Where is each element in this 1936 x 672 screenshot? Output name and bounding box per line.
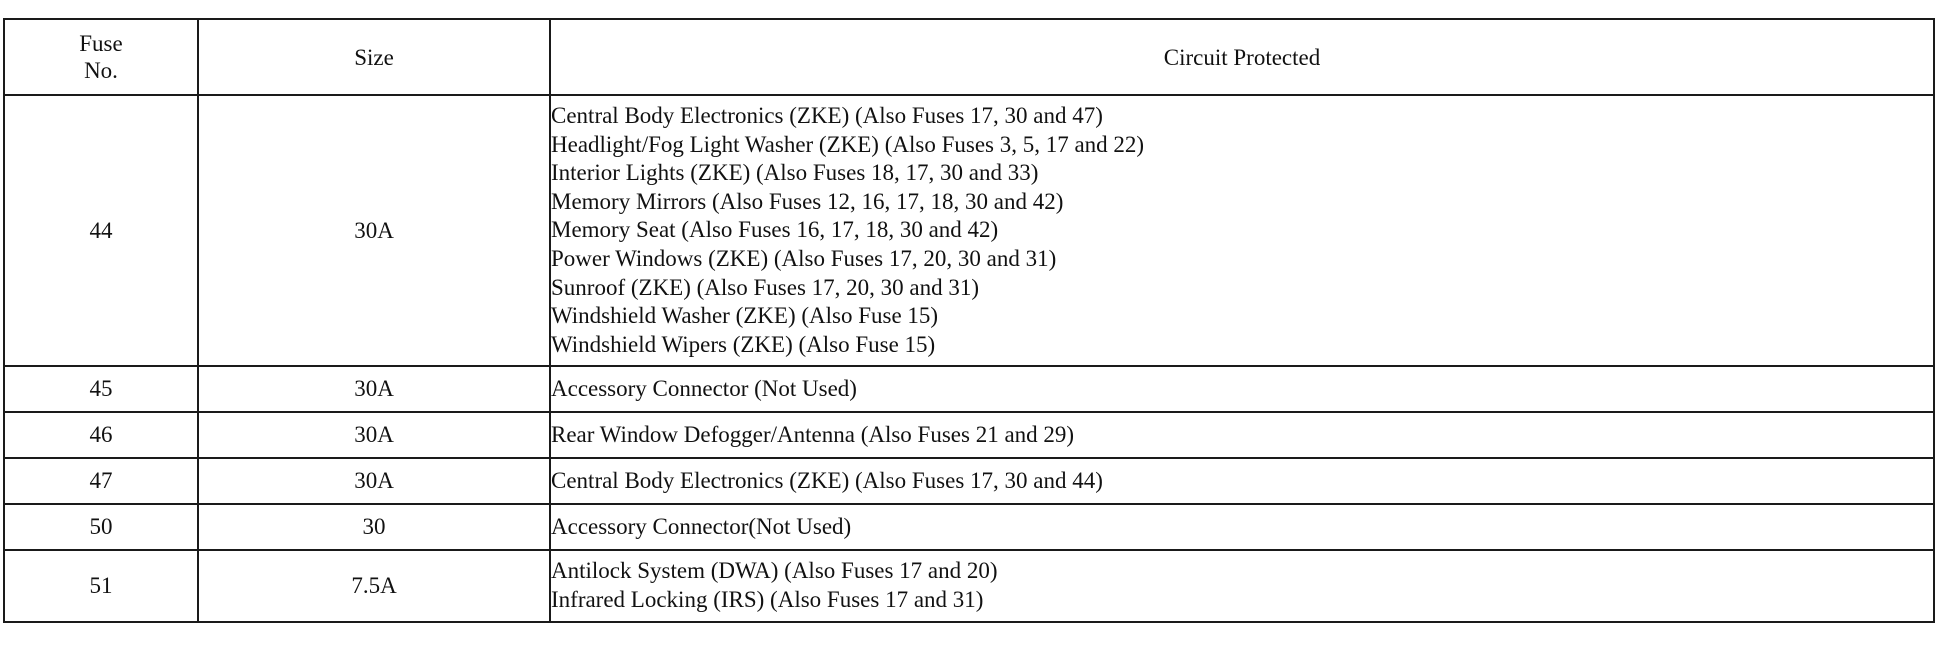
circuit-cell bbox=[550, 458, 1934, 504]
fuse-number: 50 bbox=[4, 504, 198, 550]
fuse-table bbox=[3, 18, 1935, 623]
fuse-size: 30A bbox=[198, 458, 550, 504]
circuit-cell bbox=[550, 550, 1934, 621]
circuit-line: Antilock System (DWA) (Also Fuses 17 and 20) bbox=[551, 558, 998, 584]
table-row bbox=[4, 95, 1934, 366]
circuit-line: Accessory Connector (Not Used) bbox=[551, 376, 857, 402]
circuit-line: Sunroof (ZKE) (Also Fuses 17, 20, 30 and 31) bbox=[551, 274, 980, 300]
table-row bbox=[4, 504, 1934, 550]
circuit-line: Rear Window Defogger/Antenna (Also Fuses 21 and 29) bbox=[551, 422, 1075, 448]
table-row bbox=[4, 412, 1934, 458]
circuit-line: Interior Lights (ZKE) (Also Fuses 18, 17, 30 and 33) bbox=[551, 160, 1039, 186]
fuse-number: 44 bbox=[4, 95, 198, 366]
circuit-line: Power Windows (ZKE) (Also Fuses 17, 20, 30 and 31) bbox=[551, 245, 1057, 271]
fuse-size: 30A bbox=[198, 412, 550, 458]
circuit-line: Windshield Wipers (ZKE) (Also Fuse 15) bbox=[551, 331, 936, 357]
circuit-line: Memory Mirrors (Also Fuses 12, 16, 17, 18, 30 and 42) bbox=[551, 188, 1064, 214]
header-size: Size bbox=[198, 19, 550, 95]
circuit-cell bbox=[550, 504, 1934, 550]
fuse-size: 30 bbox=[198, 504, 550, 550]
circuit-line: Headlight/Fog Light Washer (ZKE) (Also Fuses 3, 5, 17 and 22) bbox=[551, 131, 1145, 157]
header-circuit-protected: Circuit Protected bbox=[550, 19, 1934, 95]
header-row bbox=[4, 19, 1934, 95]
header-fuse-no-line2: No. bbox=[84, 58, 118, 83]
fuse-size: 30A bbox=[198, 366, 550, 412]
fuse-size: 30A bbox=[198, 95, 550, 366]
fuse-size: 7.5A bbox=[198, 550, 550, 621]
table-row bbox=[4, 458, 1934, 504]
fuse-number: 47 bbox=[4, 458, 198, 504]
circuit-cell bbox=[550, 366, 1934, 412]
header-fuse-no-line1: Fuse bbox=[79, 31, 123, 56]
circuit-line: Windshield Washer (ZKE) (Also Fuse 15) bbox=[551, 303, 939, 329]
fuse-number: 51 bbox=[4, 550, 198, 621]
circuit-line: Infrared Locking (IRS) (Also Fuses 17 and 31) bbox=[551, 586, 984, 612]
table-row bbox=[4, 550, 1934, 621]
fuse-number: 45 bbox=[4, 366, 198, 412]
circuit-line: Accessory Connector(Not Used) bbox=[551, 514, 852, 540]
circuit-cell bbox=[550, 95, 1934, 366]
circuit-cell bbox=[550, 412, 1934, 458]
table-row bbox=[4, 366, 1934, 412]
circuit-line: Central Body Electronics (ZKE) (Also Fuses 17, 30 and 44) bbox=[551, 468, 1103, 494]
circuit-line: Central Body Electronics (ZKE) (Also Fuses 17, 30 and 47) bbox=[551, 103, 1103, 128]
fuse-number: 46 bbox=[4, 412, 198, 458]
circuit-line: Memory Seat (Also Fuses 16, 17, 18, 30 and 42) bbox=[551, 217, 999, 243]
header-fuse-no bbox=[4, 19, 198, 95]
